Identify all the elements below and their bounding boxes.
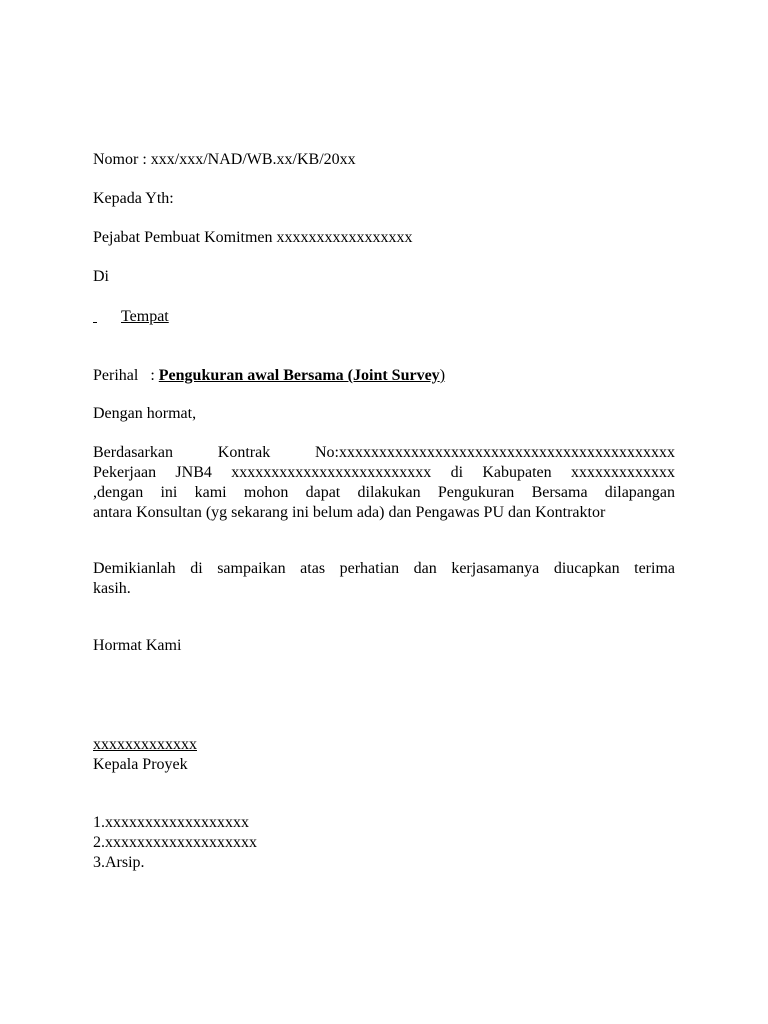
subject-close: ): [439, 367, 446, 384]
letter-number: Nomor : xxx/xxx/NAD/WB.xx/KB/20xx: [93, 151, 356, 168]
addressee-di: Di: [93, 268, 109, 285]
body-line-3: ,dengan ini kami mohon dapat dilakukan Pengukuran Bersama dilapangan: [93, 484, 675, 501]
subject-text: Pengukuran awal Bersama (Joint Survey: [158, 367, 440, 384]
body-line-2: Pekerjaan JNB4 xxxxxxxxxxxxxxxxxxxxxxxxx di Kabupaten xxxxxxxxxxxxx: [93, 464, 675, 481]
addressee-name: Pejabat Pembuat Komitmen xxxxxxxxxxxxxxxxx: [93, 229, 413, 246]
place-label: Tempat: [121, 308, 169, 325]
addressee-greeting: Kepada Yth:: [93, 190, 174, 207]
subject-separator: :: [150, 367, 155, 384]
copy-recipient-3: 3.Arsip.: [93, 854, 145, 871]
copy-recipient-2: 2.xxxxxxxxxxxxxxxxxxx: [93, 834, 257, 851]
subject-line: [93, 366, 445, 386]
salutation: Dengan hormat,: [93, 405, 197, 422]
addressee-place: [93, 307, 169, 327]
closing-line-1: Demikianlah di sampaikan atas perhatian dan kerjasamanya diucapkan terima: [93, 560, 675, 577]
subject-label: Perihal: [93, 367, 139, 384]
regards: Hormat Kami: [93, 637, 182, 654]
place-underline-pad: [93, 307, 121, 327]
copy-recipient-1: 1.xxxxxxxxxxxxxxxxxx: [93, 814, 249, 831]
body-line-1: Berdasarkan Kontrak No:xxxxxxxxxxxxxxxxxxxxxxxxxxxxxxxxxxxxxxxxxx: [93, 444, 675, 461]
closing-line-2: kasih.: [93, 580, 131, 597]
signatory-title: Kepala Proyek: [93, 756, 188, 773]
signatory-name: xxxxxxxxxxxxx: [93, 736, 197, 753]
letter-page: [93, 0, 675, 1024]
body-line-4: antara Konsultan (yg sekarang ini belum ada) dan Pengawas PU dan Kontraktor: [93, 504, 606, 521]
